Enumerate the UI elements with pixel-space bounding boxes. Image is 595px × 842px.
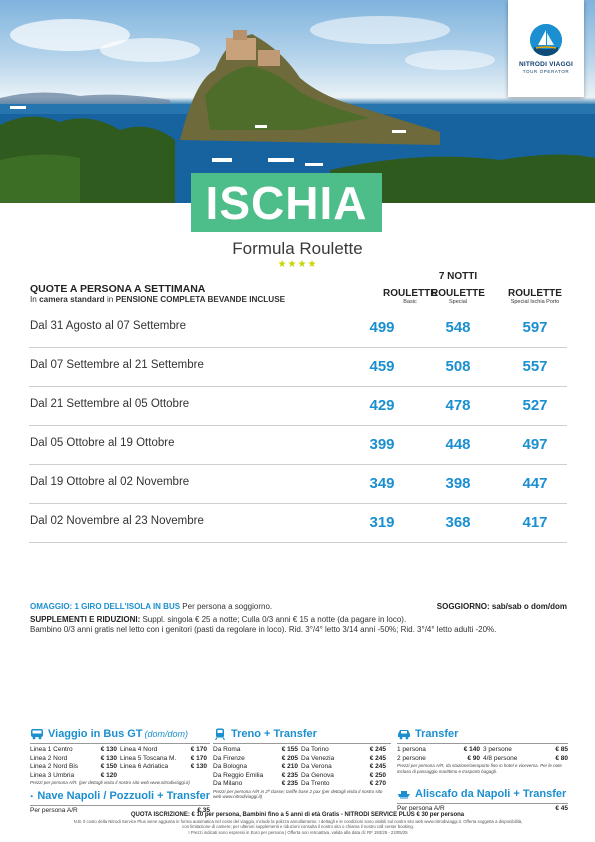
price-basic: 319 — [369, 514, 395, 531]
title-banner — [191, 173, 382, 232]
list-item: Per persona A/R € 45 — [397, 805, 568, 812]
sailboat-logo-icon — [530, 24, 562, 56]
list-item: 2 persone € 90 4/8 persone € 80 — [397, 754, 568, 762]
brand-tagline: TOUR OPERATOR — [522, 69, 570, 74]
page-subtitle: Formula Roulette — [232, 239, 363, 258]
period-label: Dal 21 Settembre al 05 Ottobre — [30, 398, 190, 410]
ferry-heading: Nave Napoli / Pozzuoli + Transfer — [30, 789, 210, 803]
table-row — [29, 348, 567, 387]
table-row — [29, 465, 567, 504]
train-note-cont: web www.nitrodiviaggi.it) — [213, 794, 263, 799]
price-special: 448 — [445, 436, 471, 453]
table-row — [29, 504, 567, 543]
period-label: Dal 02 Novembre al 23 Novembre — [30, 515, 204, 527]
column-header-basic: ROULETTE Basic — [383, 288, 437, 305]
list-item: Linea 2 Nord Bis € 150 Linea 6 Adriatica € 130 — [30, 763, 207, 770]
car-icon — [397, 728, 411, 740]
price-special-porto: 557 — [522, 358, 548, 375]
fine-print: N.B. Il costo della Nitrodi Service Plus viene aggiunta in forma automatica nel costo del viaggio, include la polizza annullamento. I dettagli e le condizioni sono visibili sul nostro sito web www.nitrodiviaggi.it. Offerta soggetta a disponibilità, con limitazione di camere; per ulteriori supplementi e riduzioni consulta il nostro sito o chiama il nostro call center booking. I Prezzi indicati sono espressi in Euro per persona | Offerta non retroattiva, valida alla data di: RF 193/25 - 22/05/25 — [73, 819, 523, 835]
transfer-note: Prezzi per persona A/R, da stazione/aeroporto fino in hotel e viceversa. Per le note — [397, 763, 562, 768]
table-heading: QUOTE A PERSONA A SETTIMANA — [30, 283, 206, 295]
nights-label: 7 NOTTI — [438, 271, 478, 282]
list-item: Da Firenze € 205 Da Venezia € 245 — [213, 754, 386, 762]
page-title: ISCHIA — [205, 176, 368, 229]
brand-logo-card — [508, 0, 584, 97]
stay-days-note: SOGGIORNO: sab/sab o dom/dom — [436, 602, 567, 611]
list-item: Da Reggio Emilia € 235 Da Genova € 250 — [213, 771, 386, 779]
ship-icon — [30, 790, 33, 802]
period-label: Dal 05 Ottobre al 19 Ottobre — [30, 437, 175, 449]
list-item: Da Roma € 155 Da Torino € 245 — [213, 746, 386, 753]
list-item: Da Milano € 235 Da Trento € 270 — [213, 780, 386, 787]
price-special-porto: 447 — [522, 475, 548, 492]
price-special-porto: 497 — [522, 436, 548, 453]
price-special: 398 — [445, 475, 471, 492]
table-row — [29, 309, 567, 348]
price-basic: 499 — [369, 319, 395, 336]
period-label: Dal 07 Settembre al 21 Settembre — [30, 359, 204, 371]
brand-name: NITRODI VIAGGI — [518, 61, 574, 68]
train-note: Prezzi per persona A/R in 2ª classe; tariffe base 2 pax (per dettagli visita il nostro sito — [213, 788, 383, 794]
transfer-note-cont: incluso di passaggio marittimo e trasporto bagagli. — [397, 768, 498, 774]
list-item: 1 persona € 140 3 persone € 85 — [397, 746, 568, 753]
price-basic: 349 — [369, 475, 395, 492]
price-special: 508 — [445, 358, 471, 375]
hotel-stars: ★★★★ — [277, 259, 318, 270]
price-special-porto: 527 — [522, 397, 548, 414]
list-item: Linea 3 Umbria € 120 — [30, 771, 117, 779]
train-heading: Treno + Transfer — [213, 727, 391, 741]
list-item: Linea 1 Centro € 130 Linea 4 Nord € 170 — [30, 746, 207, 753]
bus-icon — [30, 728, 44, 740]
bus-note: Prezzi per persona A/R. (per dettagli visita il nostro sito web www.nitrodiviaggi.it) — [30, 780, 190, 785]
train-section — [213, 727, 391, 800]
transfer-section — [397, 727, 568, 814]
price-special: 478 — [445, 397, 471, 414]
table-row — [29, 426, 567, 465]
column-header-special-ischia-porto: ROULETTE Special Ischia Porto — [508, 288, 562, 305]
hydrofoil-icon — [397, 788, 411, 800]
list-item: Per persona A/R € 35 — [30, 806, 210, 814]
supplements-note: SUPPLEMENTI E RIDUZIONI: Suppl. singola € 25 a notte; Culla 0/3 anni € 15 a notte (da pagare in loco). Bambino 0/3 anni gratis nel letto con i genitori (pasti da regolare in loco). Rid. 3°/4° letto 3/14 anni -50%; Rid. 3°/4° letto adulti -20%. — [30, 615, 497, 634]
price-table — [29, 309, 567, 543]
table-subheading: In camera standard in PENSIONE COMPLETA BEVANDE INCLUSE — [30, 295, 286, 304]
period-label: Dal 19 Ottobre al 02 Novembre — [30, 476, 190, 488]
list-item: Linea 2 Nord € 130 Linea 5 Toscana M. € 170 — [30, 754, 207, 762]
hydrofoil-heading: Aliscafo da Napoli + Transfer — [397, 787, 568, 801]
price-special-porto: 417 — [522, 514, 548, 531]
price-basic: 459 — [369, 358, 395, 375]
period-label: Dal 31 Agosto al 07 Settembre — [30, 320, 186, 332]
train-icon — [213, 728, 227, 740]
price-special-porto: 597 — [522, 319, 548, 336]
price-special: 368 — [445, 514, 471, 531]
bus-heading: Viaggio in Bus GT (dom/dom) — [30, 727, 210, 741]
bus-section — [30, 727, 210, 815]
price-basic: 399 — [369, 436, 395, 453]
transfer-heading: Transfer — [397, 727, 568, 741]
price-basic: 429 — [369, 397, 395, 414]
gift-note: OMAGGIO: 1 GIRO DELL'ISOLA IN BUS Per persona a soggiorno. — [30, 602, 273, 611]
table-row — [29, 387, 567, 426]
list-item: Da Bologna € 210 Da Verona € 245 — [213, 763, 386, 770]
registration-fee-note: QUOTA ISCRIZIONE: € 10 per persona, Bambini fino a 5 anni di età Gratis - NITRODI SERVICE PLUS € 30 per persona — [130, 812, 465, 818]
price-special: 548 — [445, 319, 471, 336]
column-header-special: ROULETTE Special — [431, 288, 485, 305]
